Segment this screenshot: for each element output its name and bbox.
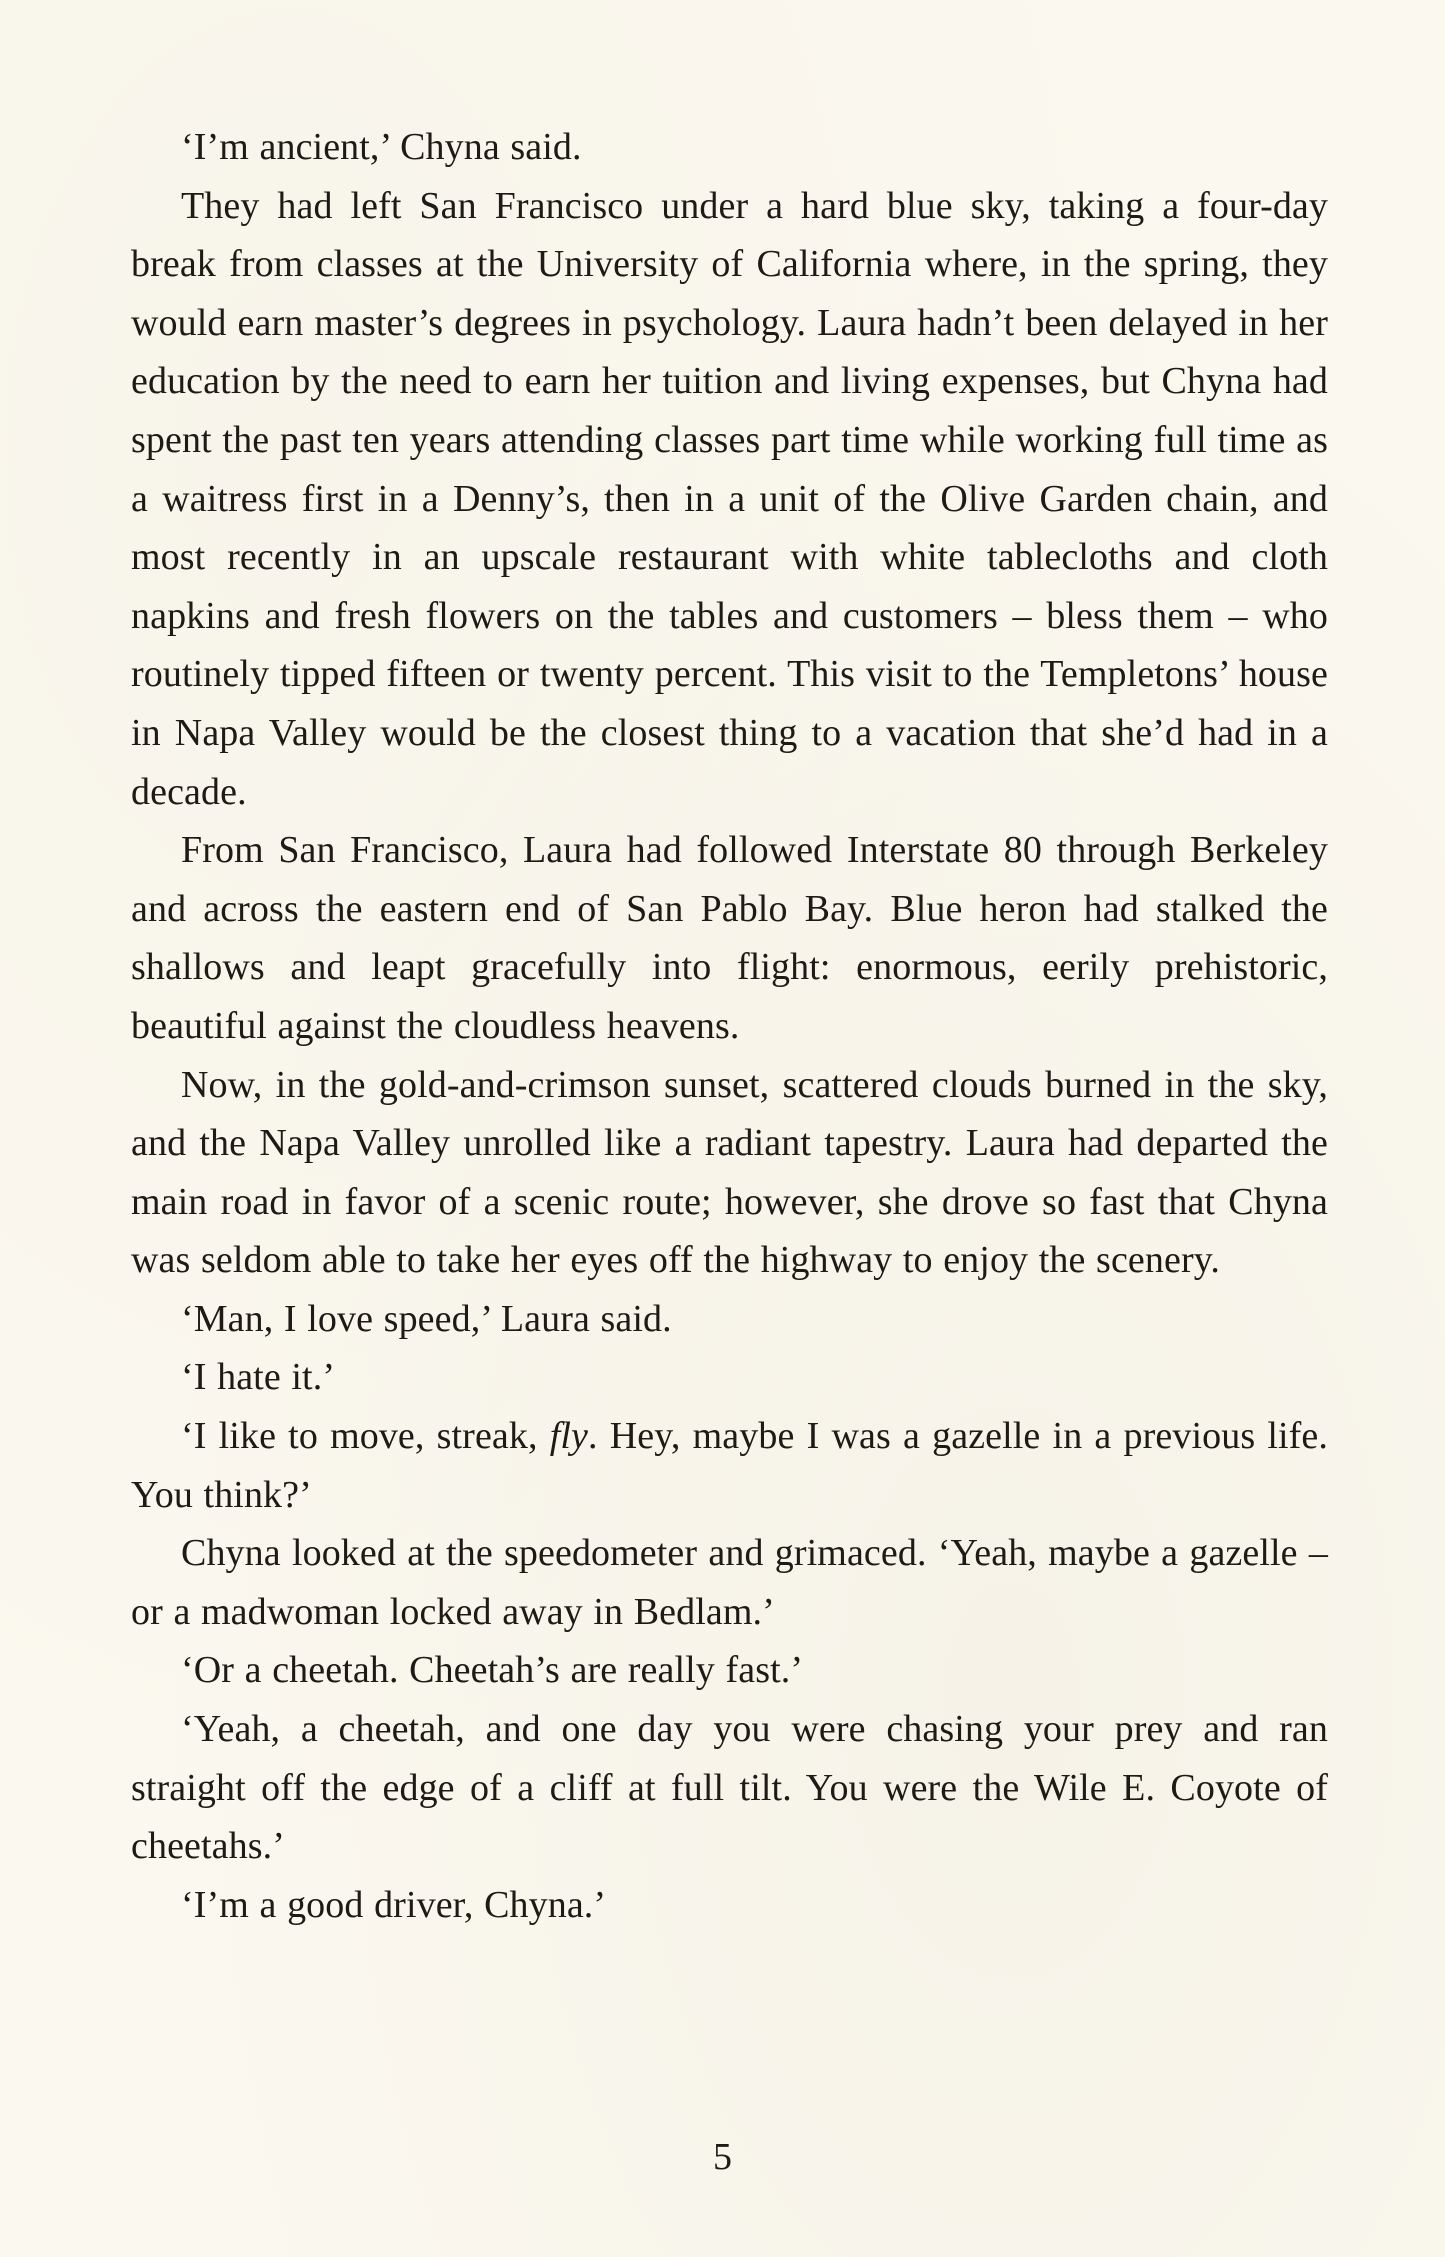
page-number: 5 [713,2136,732,2178]
paragraph-11: ‘I’m a good driver, Chyna.’ [181,1883,607,1926]
paragraph-7 [131,1407,1328,1524]
paragraph-6: ‘I hate it.’ [181,1356,336,1399]
paragraph-2: They had left San Francisco under a hard blue sky, taking a four-day break from classes at the University of California where, in the spring, they would earn master’s degrees in psychology. Laura hadn’t been delayed in her education by the need to earn her tuition and living expenses, but Chyna had spent the past ten years attending classes part time while working full time as a waitress first in a Denny’s, then in a unit of the Olive Garden chain, and most recently in an upscale restaurant with white tablecloths and cloth napkins and fresh flowers on the tables and customers – bless them – who routinely tipped fifteen or twenty percent. This visit to the Templetons’ house in Napa Valley would be the closest thing to a vacation that she’d had in a decade. [131,184,1328,813]
paragraph-9: ‘Or a cheetah. Cheetah’s are really fast.’ [181,1649,804,1692]
paragraph-7-start: ‘I like to move, streak, [181,1415,550,1458]
italic-emphasis: fly [549,1415,589,1458]
paragraph-4: Now, in the gold-and-crimson sunset, scattered clouds burned in the sky, and the Napa Valley unrolled like a radiant tapestry. Laura had departed the main road in favor of a scenic route; however, she drove so fast that Chyna was seldom able to take her eyes off the highway to enjoy the scenery. [131,1063,1328,1282]
paragraph-7-end: . Hey, maybe I was a gazelle in a previous life. You think?’ [131,1415,1328,1516]
body-text [131,118,1328,1934]
paragraph-1: ‘I’m ancient,’ Chyna said. [181,126,582,168]
paragraph-5: ‘Man, I love speed,’ Laura said. [181,1297,672,1340]
paragraph-8: Chyna looked at the speedometer and grimaced. ‘Yeah, maybe a gazelle – or a madwoman locked away in Bedlam.’ [131,1532,1328,1633]
paragraph-10: ‘Yeah, a cheetah, and one day you were chasing your prey and ran straight off the edge of a cliff at full tilt. You were the Wile E. Coyote of cheetahs.’ [131,1708,1328,1868]
paragraph-3: From San Francisco, Laura had followed Interstate 80 through Berkeley and across the eastern end of San Pablo Bay. Blue heron had stalked the shallows and leapt gracefully into flight: enormous, eerily prehistoric, beautiful against the cloudless heavens. [131,829,1328,1047]
